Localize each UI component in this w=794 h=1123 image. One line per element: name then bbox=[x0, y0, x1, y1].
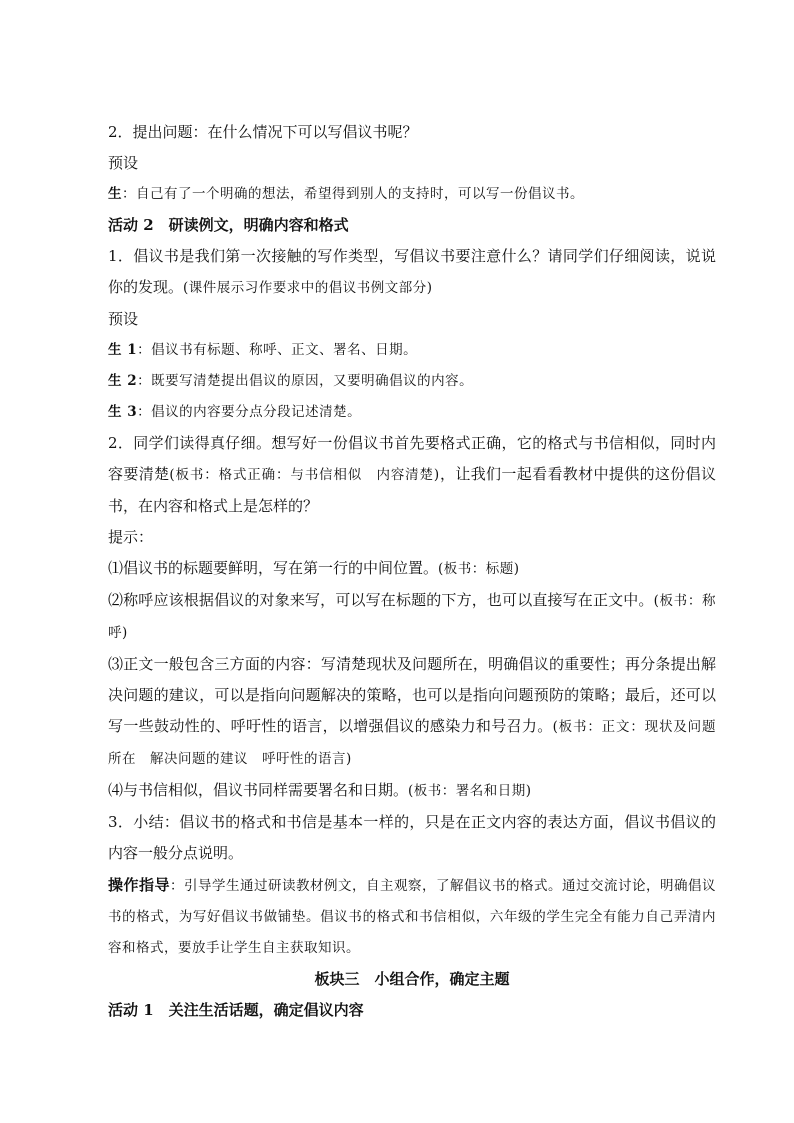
student-3-label: 生 3 bbox=[108, 404, 138, 420]
hint-label bbox=[108, 522, 716, 553]
paragraph-2 bbox=[108, 428, 716, 522]
hint-1-text: ⑴倡议书的标题要鲜明，写在第一行的中间位置。 bbox=[108, 559, 439, 577]
summary-paragraph bbox=[108, 807, 716, 869]
student-2-label: 生 2 bbox=[108, 373, 138, 389]
activity-2-heading bbox=[108, 210, 716, 241]
preset-text-2: 预设 bbox=[108, 310, 139, 328]
hint-4 bbox=[108, 775, 716, 807]
paragraph-2-board-note: (板书：格式正确：与书信相似 内容清楚) bbox=[169, 467, 440, 483]
student-1-answer bbox=[108, 335, 716, 366]
preset-label-2 bbox=[108, 304, 716, 335]
activity-1-title: 活动 1 关注生活话题，确定倡议内容 bbox=[108, 1001, 364, 1019]
block-3-title: 板块三 小组合作，确定主题 bbox=[314, 970, 510, 988]
hint-4-note: (板书：署名和日期) bbox=[408, 783, 532, 799]
paragraph-1 bbox=[108, 241, 716, 304]
hint-1-note: (板书：标题) bbox=[438, 561, 520, 577]
summary-text: 3．小结：倡议书的格式和书信是基本一样的，只是在正文内容的表达方面，倡议书倡议的内容一般分点说明。 bbox=[108, 813, 716, 862]
activity-1-heading bbox=[108, 995, 716, 1026]
question-paragraph bbox=[108, 117, 716, 148]
preset-label bbox=[108, 148, 716, 179]
student-2-text: ：既要写清楚提出倡议的原因，又要明确倡议的内容。 bbox=[137, 373, 474, 389]
operation-guide bbox=[108, 870, 716, 964]
student-3-text: ：倡议的内容要分点分段记述清楚。 bbox=[137, 404, 362, 420]
block-3-heading bbox=[108, 964, 716, 995]
operation-guide-label: 操作指导 bbox=[108, 876, 171, 894]
student-1-label: 生 1 bbox=[108, 342, 138, 358]
hint-1 bbox=[108, 553, 716, 585]
paragraph-2-text-a: 2．同学们读得真仔细。想写好一份倡议书首先要格式正确，它的格式与书信相似，同时内容要清楚 bbox=[108, 434, 716, 483]
document-body bbox=[108, 117, 716, 1026]
paragraph-2-text-b: ，让我们一起看看教材中提供的这份倡议书，在内容和格式上是怎样的？ bbox=[108, 465, 716, 515]
hint-3-text: ⑶正文一般包含三方面的内容：写清楚现状及问题所在，明确倡议的重要性；再分条提出解决问题的建议，可以是指向问题解决的策略，也可以是指向问题预防的策略；最后，还可以写一些鼓动性的、呼吁性的语言，以增强倡议的感染力和号召力。 bbox=[108, 655, 716, 735]
question-text: 2．提出问题：在什么情况下可以写倡议书呢？ bbox=[108, 123, 418, 141]
student-1-text: ：倡议书有标题、称呼、正文、署名、日期。 bbox=[137, 342, 418, 358]
student-label: 生 bbox=[108, 186, 122, 202]
hint-3-note: (板书：正文：现状及问题所在 解决问题的建议 呼吁性的语言) bbox=[108, 719, 716, 767]
activity-2-title: 活动 2 研读例文，明确内容和格式 bbox=[108, 216, 349, 234]
student-2-answer bbox=[108, 366, 716, 397]
paragraph-1-note: (课件展示习作要求中的倡议书例文部分) bbox=[183, 280, 433, 296]
student-answer-text: ：自己有了一个明确的想法，希望得到别人的支持时，可以写一份倡议书。 bbox=[122, 186, 584, 202]
preset-text: 预设 bbox=[108, 154, 139, 172]
hint-2 bbox=[108, 585, 716, 649]
hint-3 bbox=[108, 649, 716, 775]
hint-2-text: ⑵称呼应该根据倡议的对象来写，可以写在标题的下方，也可以直接写在正文中。 bbox=[108, 591, 654, 609]
operation-guide-text: ：引导学生通过研读教材例文，自主观察，了解倡议书的格式。通过交流讨论，明确倡议书的格式，为写好倡议书做铺垫。倡议书的格式和书信相似，六年级的学生完全有能力自己弄清内容和格式，要放手让学生自主获取知识。 bbox=[108, 878, 717, 956]
hint-2-note: (板书：称呼) bbox=[108, 593, 716, 641]
student-answer bbox=[108, 179, 716, 210]
hint-text: 提示： bbox=[108, 528, 154, 546]
hint-4-text: ⑷与书信相似，倡议书同样需要署名和日期。 bbox=[108, 781, 409, 799]
paragraph-1-text: 1．倡议书是我们第一次接触的写作类型，写倡议书要注意什么？请同学们仔细阅读，说说你的发现。 bbox=[108, 247, 716, 296]
student-3-answer bbox=[108, 397, 716, 428]
